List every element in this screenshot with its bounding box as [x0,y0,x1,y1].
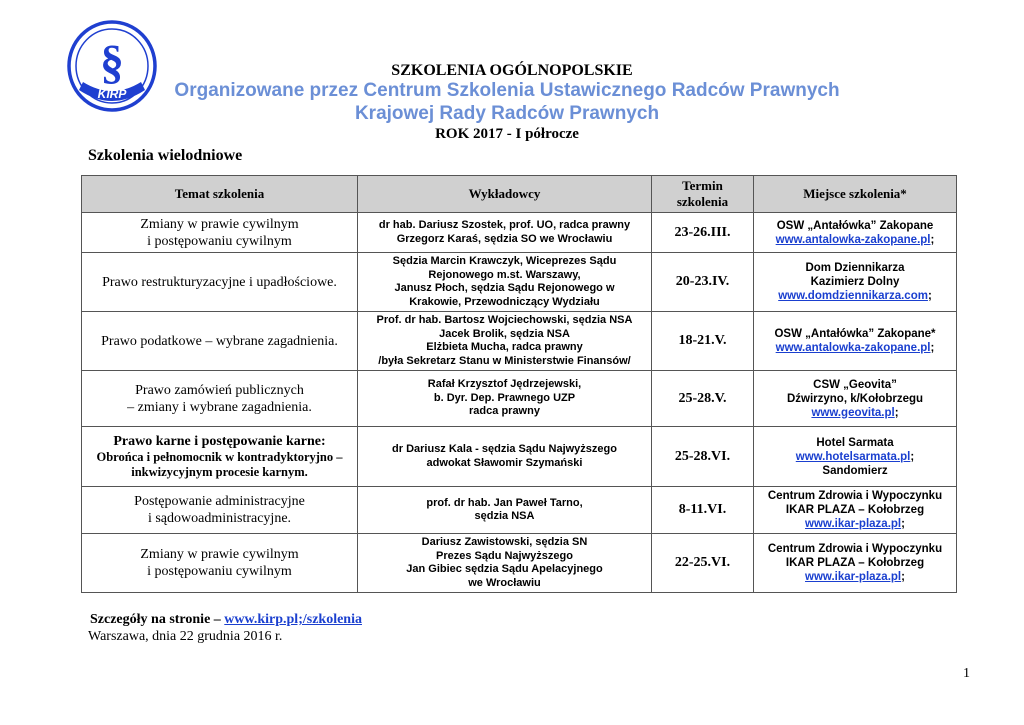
header-organizer-2: Krajowej Rady Radców Prawnych [354,103,660,124]
date-cell: 8-11.VI. [652,487,754,534]
date-cell: 22-25.VI. [652,534,754,593]
cell-line: b. Dyr. Dep. Prawnego UZP [433,391,576,404]
topic-cell [82,534,358,593]
lecturers-cell [358,213,652,253]
column-header: Wykładowcy [358,176,652,213]
venue-link[interactable]: www.ikar-plaza.pl [805,571,902,583]
page-number: 1 [963,666,970,681]
table-row [82,487,957,534]
place-cell [754,253,957,312]
table-row [82,213,957,253]
cell-line: Zmiany w prawie cywilnym [140,216,299,232]
cell-line: IKAR PLAZA – Kołobrzeg [785,504,925,516]
logo-symbol: § [100,36,124,89]
date-cell: 25-28.VI. [652,427,754,487]
table-row [82,371,957,427]
cell-line: i sądowoadministracyjne. [147,511,292,526]
cell-line: i postępowaniu cywilnym [147,564,292,579]
place-cell [754,371,957,427]
cell-line: Elżbieta Mucha, radca prawny [426,341,583,353]
details-label: Szczegóły na stronie – [90,612,225,627]
cell-line: Prawo restrukturyzacyjne i upadłościowe. [102,274,337,290]
cell-line: sędzia NSA [474,510,535,522]
topic-cell [82,487,358,534]
cell-line: Dom Dziennikarza [805,262,905,274]
lecturers-cell [358,427,652,487]
lecturers-cell [358,534,652,593]
cell-line: Grzegorz Karaś, sędzia SO we Wrocławiu [396,232,613,245]
topic-cell [82,213,358,253]
date-cell: 18-21.V. [652,312,754,371]
venue-link[interactable]: www.geovita.pl [811,406,895,419]
table-row [82,427,957,487]
column-header: Miejsce szkolenia* [754,176,957,213]
training-schedule-table [81,175,957,593]
cell-line: radca prawny [469,405,540,418]
cell-line: Obrońca i pełnomocnik w kontradyktoryjno – [96,450,343,464]
cell-line: Dźwirzyno, k/Kołobrzegu [786,392,924,405]
cell-line: /była Sekretarz Stanu w Ministerstwie Finansów/ [378,354,631,367]
link-suffix: ; [901,518,905,530]
topic-cell [82,427,358,487]
logo-text: KIRP [97,87,127,101]
place-cell [754,312,957,371]
cell-line: Prawo podatkowe – wybrane zagadnienia. [101,333,338,349]
cell-line: Sędzia Marcin Krawczyk, Wiceprezes Sądu [392,255,617,267]
cell-line: Zmiany w prawie cywilnym [140,547,299,562]
details-link[interactable]: www.kirp.pl;/szkolenia [224,612,362,627]
cell-line: OSW „Antałówka” Zakopane [776,219,934,232]
venue-link[interactable]: www.ikar-plaza.pl [805,518,902,530]
date-cell: 25-28.V. [652,371,754,427]
lecturers-cell [358,253,652,312]
cell-line: Kazimierz Dolny [810,276,900,288]
cell-line: CSW „Geovita” [813,378,897,391]
venue-link[interactable]: www.antalowka-zakopane.pl [775,342,931,354]
cell-line: – zmiany i wybrane zagadnienia. [127,399,312,415]
link-suffix: ; [930,233,935,246]
table-row [82,312,957,371]
cell-line: adwokat Sławomir Szymański [426,456,583,469]
details-line [90,612,362,628]
link-suffix: ; [901,571,905,583]
cell-line: IKAR PLAZA – Kołobrzeg [785,557,925,569]
cell-line: Centrum Zdrowia i Wypoczynku [767,543,943,555]
cell-line: Jan Gibiec sędzia Sądu Apelacyjnego [406,563,603,575]
place-link-line [757,233,953,247]
venue-link[interactable]: www.domdziennikarza.com [778,290,928,302]
venue-link[interactable]: www.antalowka-zakopane.pl [775,233,931,246]
link-suffix: ; [894,406,899,419]
lecturers-cell [358,312,652,371]
place-link-line [757,341,953,355]
cell-line: Centrum Zdrowia i Wypoczynku [767,490,943,502]
cell-line: Dariusz Zawistowski, sędzia SN [421,536,588,548]
cell-line: Prawo karne i postępowanie karne: [113,434,326,449]
cell-line: Prawo zamówień publicznych [135,382,304,398]
cell-line: Sandomierz [822,464,888,477]
cell-line: Krakowie, Przewodniczący Wydziału [409,295,600,308]
cell-line: Janusz Płoch, sędzia Sądu Rejonowego w [394,282,615,294]
place-link-line [757,289,953,303]
cell-line: Prezes Sądu Najwyższego [436,549,573,562]
venue-link[interactable]: www.hotelsarmata.pl [795,450,911,463]
lecturers-cell [358,487,652,534]
cell-line: i postępowaniu cywilnym [147,233,292,249]
place-link-line [757,570,953,584]
cell-line: we Wrocławiu [468,576,541,589]
topic-cell [82,253,358,312]
lecturers-cell [358,371,652,427]
table-header-row [82,176,957,213]
place-cell [754,213,957,253]
cell-line: prof. dr hab. Jan Paweł Tarno, [426,496,583,509]
cell-line: Jacek Brolik, sędzia NSA [439,327,570,340]
link-suffix: ; [927,290,932,302]
cell-line: inkwizycyjnym procesie karnym. [131,465,308,479]
date-cell: 20-23.IV. [652,253,754,312]
column-header: Temat szkolenia [82,176,358,213]
place-cell [754,534,957,593]
place-cell [754,427,957,487]
place-link-line [757,406,953,420]
date-line: Warszawa, dnia 22 grudnia 2016 r. [88,629,283,644]
cell-line: Postępowanie administracyjne [134,494,305,509]
header-year: ROK 2017 - I półrocze [435,126,579,142]
date-cell: 23-26.III. [652,213,754,253]
cell-line: Rafał Krzysztof Jędrzejewski, [427,378,582,391]
cell-line: Hotel Sarmata [816,436,894,449]
cell-line: OSW „Antałówka” Zakopane* [774,328,936,340]
table-row [82,253,957,312]
column-header: Termin szkolenia [652,176,754,213]
cell-line: Prof. dr hab. Bartosz Wojciechowski, sędzia NSA [376,314,633,326]
cell-line: dr hab. Dariusz Szostek, prof. UO, radca prawny [378,219,631,231]
place-link-line [757,450,953,464]
place-link-line [757,517,953,531]
section-title: Szkolenia wielodniowe [88,147,243,164]
link-suffix: ; [930,342,935,354]
cell-line: Rejonowego m.st. Warszawy, [428,268,581,281]
table-row [82,534,957,593]
header-organizer: Organizowane przez Centrum Szkolenia Ustawicznego Radców Prawnych [174,80,840,101]
topic-cell [82,312,358,371]
topic-cell [82,371,358,427]
header-title: SZKOLENIA OGÓLNOPOLSKIE [391,62,633,79]
link-suffix: ; [910,450,915,463]
cell-line: dr Dariusz Kala - sędzia Sądu Najwyższego [392,443,617,455]
place-cell [754,487,957,534]
